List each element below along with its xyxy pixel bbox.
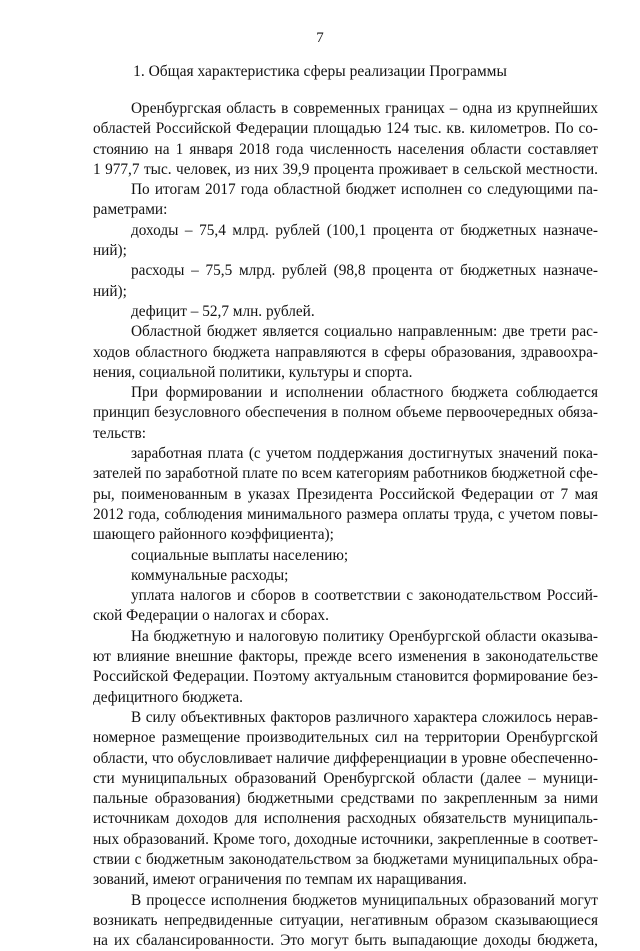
text-line: 1 977,7 тыс. человек, из них 39,9 процента проживает в сельской местности. <box>93 160 598 178</box>
text-line: области, что обусловливает наличие дифференциации в уровне обеспеченно- <box>93 749 598 767</box>
text-line: зований, имеют ограничения по темпам их наращивания. <box>93 871 467 889</box>
text-line: дефицит – 52,7 млн. рублей. <box>131 302 315 320</box>
text-line: Российской Федерации. Поэтому актуальным становится формирование без- <box>93 668 598 686</box>
text-line: принцип безусловного обеспечения в полном объеме первоочередных обяза- <box>93 404 598 422</box>
text-line: на их сбалансированности. Это могут быть выпадающие доходы бюджета, <box>93 932 598 950</box>
text-line: расходы – 75,5 млрд. рублей (98,8 процента от бюджетных назначе- <box>131 262 598 280</box>
text-line: ний); <box>93 242 127 260</box>
text-line: ний); <box>93 282 127 300</box>
text-line: В силу объективных факторов различного характера сложилось нерав- <box>131 708 598 726</box>
text-line: раметрами: <box>93 201 168 219</box>
text-line: источникам доходов для исполнения расходных обязательств муниципаль- <box>93 810 598 828</box>
text-line: коммунальные расходы; <box>131 566 289 584</box>
text-line: пальные образования) бюджетными средствами по закрепленным за ними <box>93 790 598 808</box>
text-line: возникать непредвиденные ситуации, негативным образом сказывающиеся <box>93 911 598 929</box>
section-heading: 1. Общая характеристика сферы реализации Программы <box>133 63 507 80</box>
page-number: 7 <box>316 30 324 46</box>
text-line: тельств: <box>93 424 147 442</box>
document-body <box>93 99 598 951</box>
text-line: ют влияние внешние факторы, прежде всего изменения в законодательстве <box>93 648 598 666</box>
text-line: стоянию на 1 января 2018 года численность населения области составляет <box>93 140 598 158</box>
text-line: ствии с бюджетным законодательством за бюджетами муниципальных обра- <box>93 850 598 868</box>
text-line: сти муниципальных образований Оренбургской области (далее – муници- <box>93 769 598 787</box>
text-line: По итогам 2017 года областной бюджет исполнен со следующими па- <box>131 181 598 199</box>
text-line: номерное размещение производительных сил на территории Оренбургской <box>93 729 598 747</box>
text-line: дефицитного бюджета. <box>93 688 243 706</box>
text-line: уплата налогов и сборов в соответствии с законодательством Россий- <box>131 587 598 605</box>
text-line: шающего районного коэффициента); <box>93 526 334 544</box>
text-line: доходы – 75,4 млрд. рублей (100,1 процента от бюджетных назначе- <box>131 221 598 239</box>
text-line: 2012 года, соблюдения минимального размера оплаты труда, с учетом повы- <box>93 505 598 523</box>
text-line: На бюджетную и налоговую политику Оренбургской области оказыва- <box>131 627 598 645</box>
text-line: ской Федерации о налогах и сборах. <box>93 607 329 625</box>
text-line: ходов областного бюджета направляются в сферы образования, здравоохра- <box>93 343 598 361</box>
text-line: Областной бюджет является социально направленным: две трети рас- <box>131 323 598 341</box>
text-line: В процессе исполнения бюджетов муниципальных образований могут <box>131 891 598 909</box>
text-line: нения, социальной политики, культуры и спорта. <box>93 363 413 381</box>
text-line: При формировании и исполнении областного бюджета соблюдается <box>131 384 598 402</box>
text-line: областей Российской Федерации площадью 124 тыс. кв. километров. По со- <box>93 120 598 138</box>
text-line: зателей по заработной плате по всем категориям работников бюджетной сфе- <box>93 465 598 483</box>
text-line: заработная плата (с учетом поддержания достигнутых значений пока- <box>131 445 598 463</box>
text-line: социальные выплаты населению; <box>131 546 349 564</box>
text-line: Оренбургская область в современных границах – одна из крупнейших <box>131 100 598 117</box>
text-line: ры, поименованным в указах Президента Российской Федерации от 7 мая <box>93 485 598 503</box>
text-line: ных образований. Кроме того, доходные источники, закрепленные в соответ- <box>93 830 598 848</box>
